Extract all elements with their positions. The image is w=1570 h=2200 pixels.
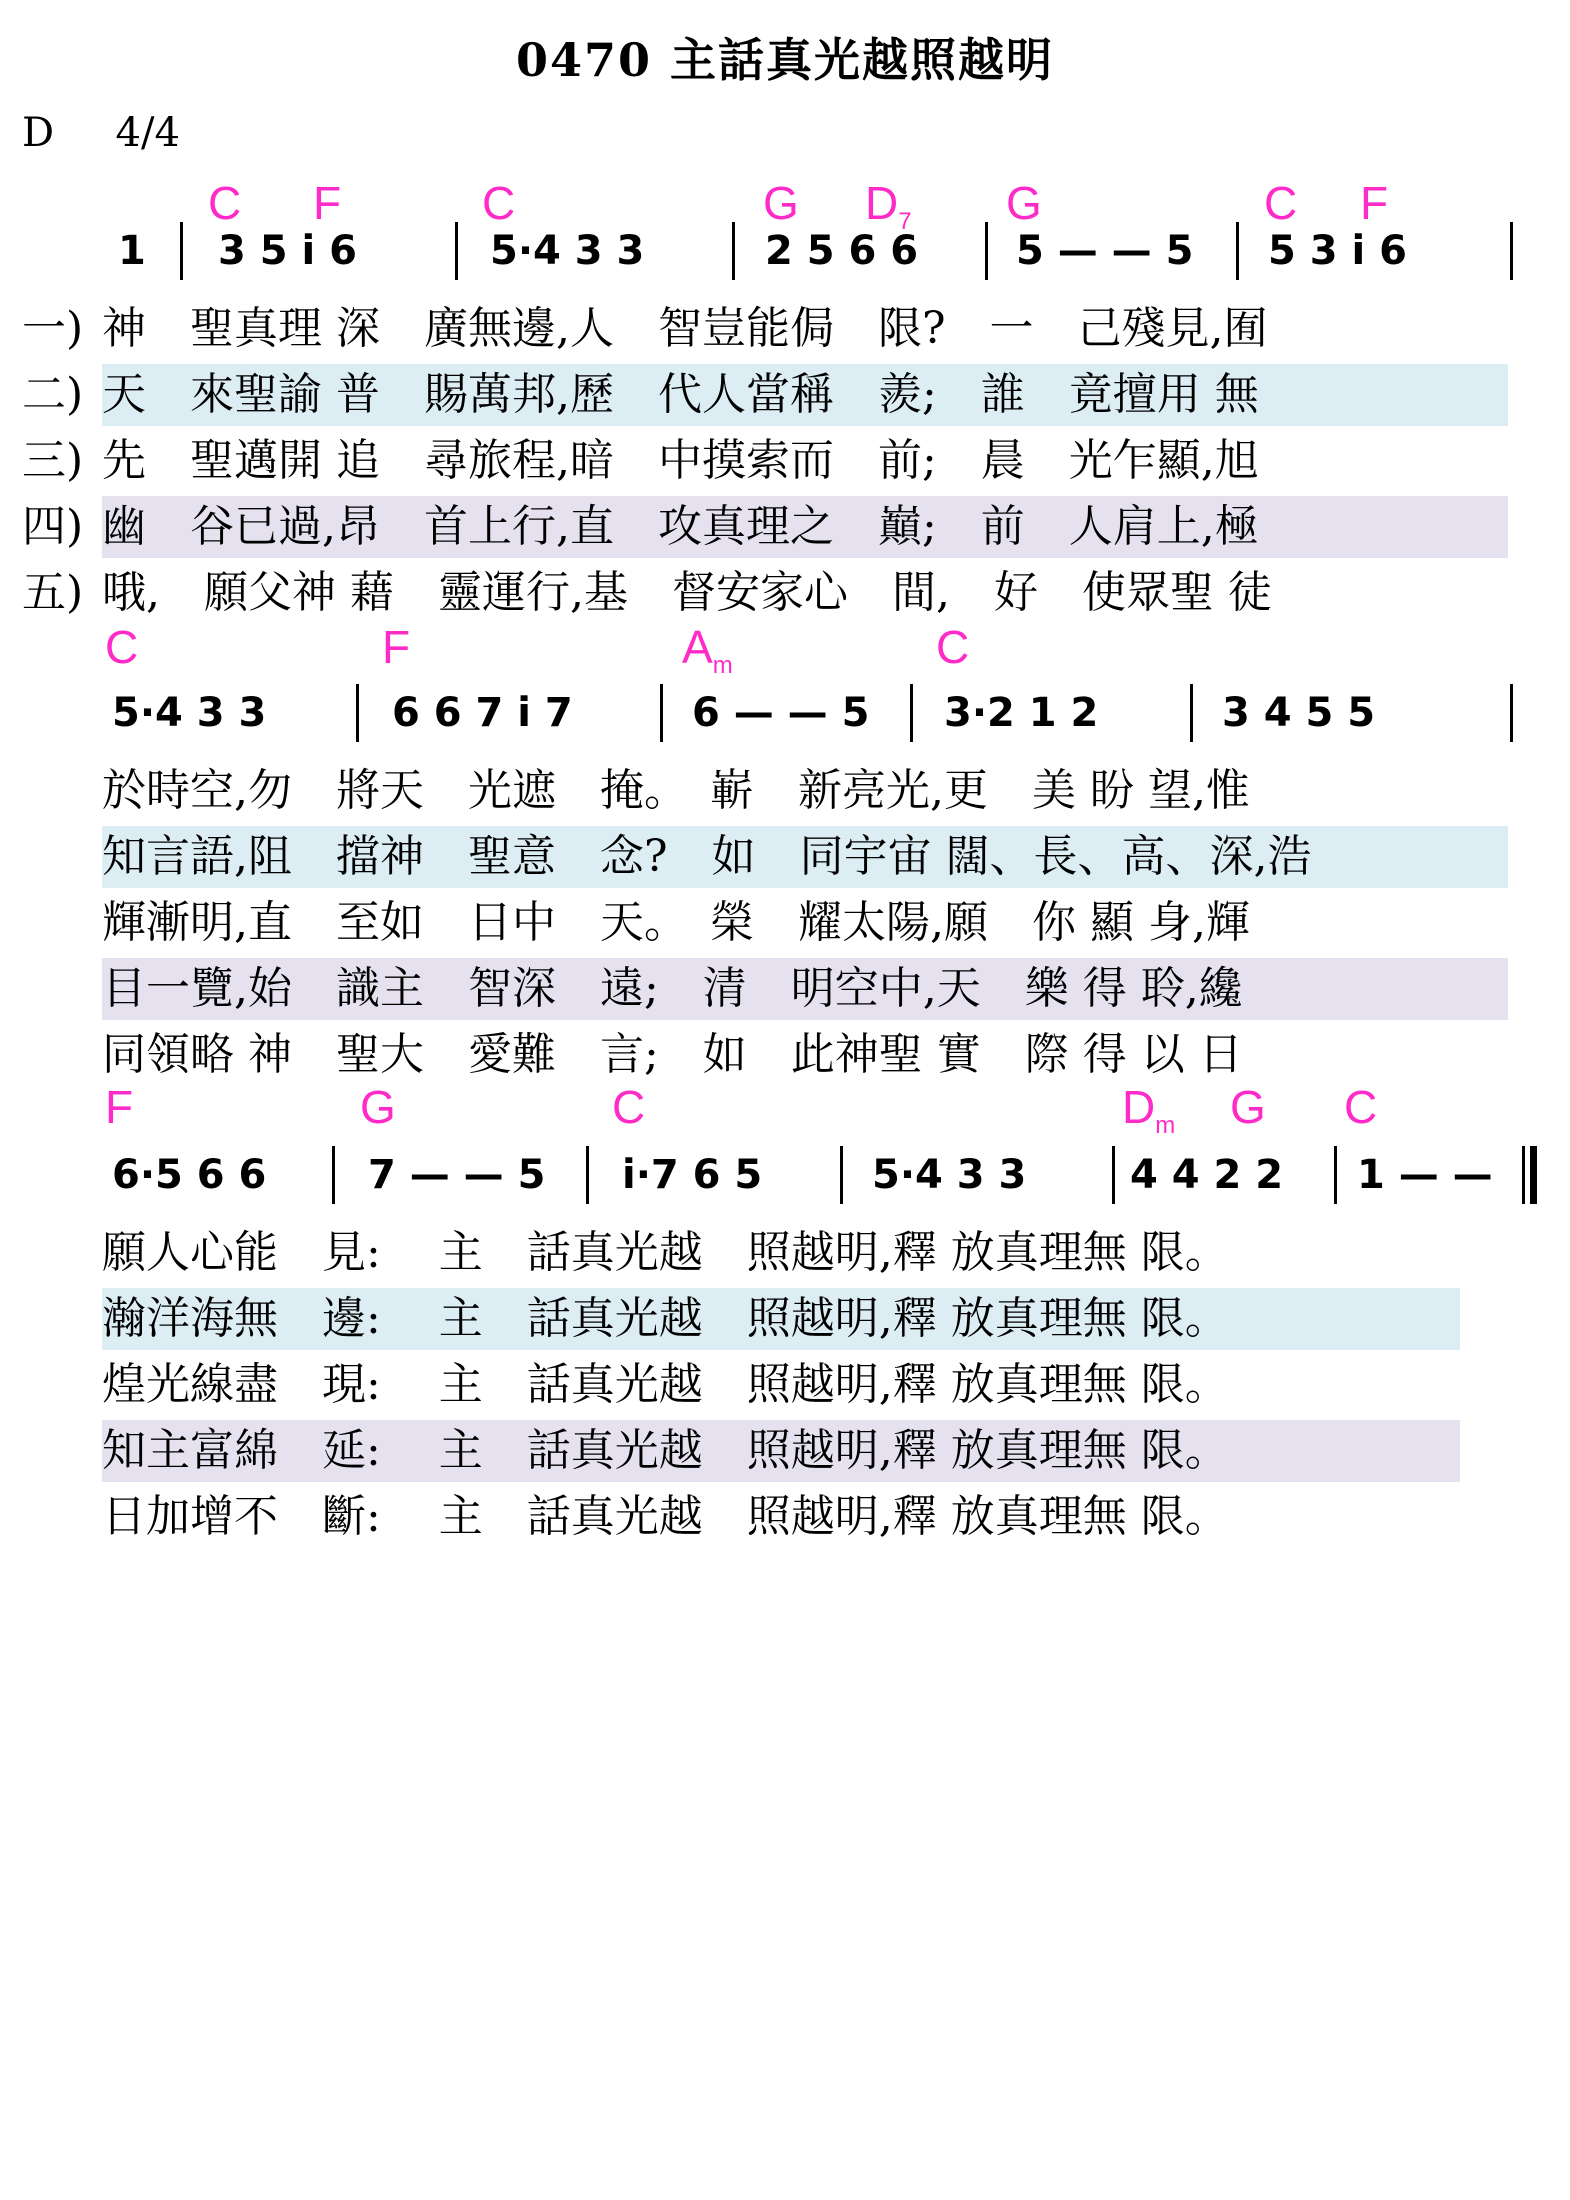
chord-symbol xyxy=(208,176,241,230)
verse-lyrics: 天 來聖諭 普 賜萬邦,歷 代人當稱 羨; 誰 竟擅用 無 xyxy=(102,369,1259,420)
chord-name: F xyxy=(313,177,342,229)
verse-lyrics: 煌光線盡 現: 主 話真光越 照越明,釋 放真理無 限。 xyxy=(102,1359,1229,1410)
chord-name: C xyxy=(936,621,970,673)
measure-notes: 1 xyxy=(118,228,146,274)
measure-notes: 5·4 3 3 xyxy=(872,1152,1027,1198)
bar-line xyxy=(840,1146,843,1204)
measure-notes: 2 5 6 6 xyxy=(765,228,919,274)
bar-line xyxy=(1334,1146,1337,1204)
chord-symbol xyxy=(763,176,799,230)
bar-line xyxy=(586,1146,589,1204)
chord-name: C xyxy=(1344,1081,1378,1133)
bar-line xyxy=(1510,222,1513,280)
song-title: 0470 主話真光越照越明 xyxy=(515,33,1055,87)
chord-symbol xyxy=(1264,176,1297,230)
chord-symbol xyxy=(105,1080,133,1134)
chord-symbol xyxy=(865,176,912,236)
bar-line xyxy=(1510,684,1513,742)
chord-symbol xyxy=(105,620,138,674)
verse-number: 三) xyxy=(22,435,84,486)
measure-notes: 6·5 6 6 xyxy=(112,1152,267,1198)
chord-name: F xyxy=(382,621,411,673)
chord-symbol xyxy=(1344,1080,1377,1134)
verse-lyrics: 輝漸明,直 至如 日中 天。 榮 耀太陽,願 你 顯 身,輝 xyxy=(102,897,1250,948)
chord-suffix: 7 xyxy=(898,208,912,235)
bar-line xyxy=(732,222,735,280)
verse-lyrics: 瀚洋海無 邊: 主 話真光越 照越明,釋 放真理無 限。 xyxy=(102,1293,1229,1344)
chord-symbol xyxy=(1360,176,1388,230)
verse-number: 一) xyxy=(22,303,84,354)
chord-name: C xyxy=(1264,177,1298,229)
measure-notes: 7 — — 5 xyxy=(368,1152,546,1198)
chord-name: C xyxy=(612,1081,646,1133)
bar-line xyxy=(910,684,913,742)
chord-name: C xyxy=(482,177,516,229)
chord-name: A xyxy=(682,621,713,673)
bar-line xyxy=(332,1146,335,1204)
chord-symbol xyxy=(360,1080,396,1134)
chord-symbol xyxy=(382,620,410,674)
chord-symbol xyxy=(612,1080,645,1134)
chord-name: G xyxy=(360,1081,396,1133)
verse-lyrics: 同領略 神 聖大 愛難 言; 如 此神聖 實 際 得 以 日 xyxy=(102,1029,1243,1080)
bar-line xyxy=(1236,222,1239,280)
verse-lyrics: 知言語,阻 擋神 聖意 念? 如 同宇宙 闊、長、高、深,浩 xyxy=(102,831,1312,882)
bar-line xyxy=(180,222,183,280)
chord-symbol xyxy=(1230,1080,1266,1134)
verse-lyrics: 哦, 願父神 藉 靈運行,基 督安家心 間, 好 使眾聖 徒 xyxy=(102,567,1272,618)
chord-name: C xyxy=(208,177,242,229)
final-bar-line xyxy=(1530,1146,1537,1204)
verse-lyrics: 目一覽,始 識主 智深 遠; 清 明空中,天 樂 得 聆,纔 xyxy=(102,963,1243,1014)
measure-notes: 5·4 3 3 xyxy=(490,228,645,274)
chord-name: G xyxy=(763,177,799,229)
bar-line xyxy=(1112,1146,1115,1204)
chord-suffix: m xyxy=(1155,1112,1176,1139)
measure-notes: 6 6 7 i̇ 7 xyxy=(392,690,573,736)
chord-suffix: m xyxy=(712,652,733,679)
chord-name: F xyxy=(105,1081,134,1133)
verse-number: 二) xyxy=(22,369,84,420)
verse-number: 四) xyxy=(22,501,84,552)
chord-name: D xyxy=(1122,1081,1156,1133)
chord-name: G xyxy=(1006,177,1042,229)
verse-number: 五) xyxy=(22,567,84,618)
bar-line xyxy=(660,684,663,742)
measure-notes: 1 — — xyxy=(1357,1152,1493,1198)
time-signature: 4/4 xyxy=(115,110,180,156)
verse-lyrics: 先 聖邁開 追 尋旅程,暗 中摸索而 前; 晨 光乍顯,旭 xyxy=(102,435,1259,486)
chord-symbol xyxy=(482,176,515,230)
bar-line xyxy=(455,222,458,280)
chord-name: D xyxy=(865,177,899,229)
measure-notes: 3 4 5 5 xyxy=(1222,690,1376,736)
verse-lyrics: 日加增不 斷: 主 話真光越 照越明,釋 放真理無 限。 xyxy=(102,1491,1229,1542)
verse-lyrics: 願人心能 見: 主 話真光越 照越明,釋 放真理無 限。 xyxy=(102,1227,1229,1278)
measure-notes: i̇·7 6 5 xyxy=(622,1152,763,1198)
measure-notes: 3 5 i̇ 6 xyxy=(218,228,357,274)
verse-lyrics: 神 聖真理 深 廣無邊,人 智豈能侷 限? 一 己殘見,囿 xyxy=(102,303,1268,354)
chord-name: C xyxy=(105,621,139,673)
measure-notes: 6 — — 5 xyxy=(692,690,870,736)
chord-symbol xyxy=(682,620,733,680)
verse-lyrics: 幽 谷已過,昂 首上行,直 攻真理之 巔; 前 人肩上,極 xyxy=(102,501,1259,552)
bar-line xyxy=(1190,684,1193,742)
measure-notes: 4 4 2 2 xyxy=(1130,1152,1284,1198)
bar-line xyxy=(356,684,359,742)
key-signature: D xyxy=(22,110,55,156)
key-and-time xyxy=(22,110,180,156)
chord-name: G xyxy=(1230,1081,1266,1133)
verse-lyrics: 知主富綿 延: 主 話真光越 照越明,釋 放真理無 限。 xyxy=(102,1425,1229,1476)
verse-lyrics: 於時空,勿 將天 光遮 掩。 嶄 新亮光,更 美 盼 望,惟 xyxy=(102,765,1250,816)
measure-notes: 5·4 3 3 xyxy=(112,690,267,736)
measure-notes: 5 3 i̇ 6 xyxy=(1268,228,1407,274)
chord-symbol xyxy=(313,176,341,230)
bar-line xyxy=(985,222,988,280)
measure-notes: 5 — — 5 xyxy=(1016,228,1194,274)
chord-name: F xyxy=(1360,177,1389,229)
chord-symbol xyxy=(936,620,969,674)
final-bar-thin xyxy=(1522,1146,1525,1204)
chord-symbol xyxy=(1122,1080,1175,1140)
chord-symbol xyxy=(1006,176,1042,230)
measure-notes: 3·2 1 2 xyxy=(944,690,1099,736)
